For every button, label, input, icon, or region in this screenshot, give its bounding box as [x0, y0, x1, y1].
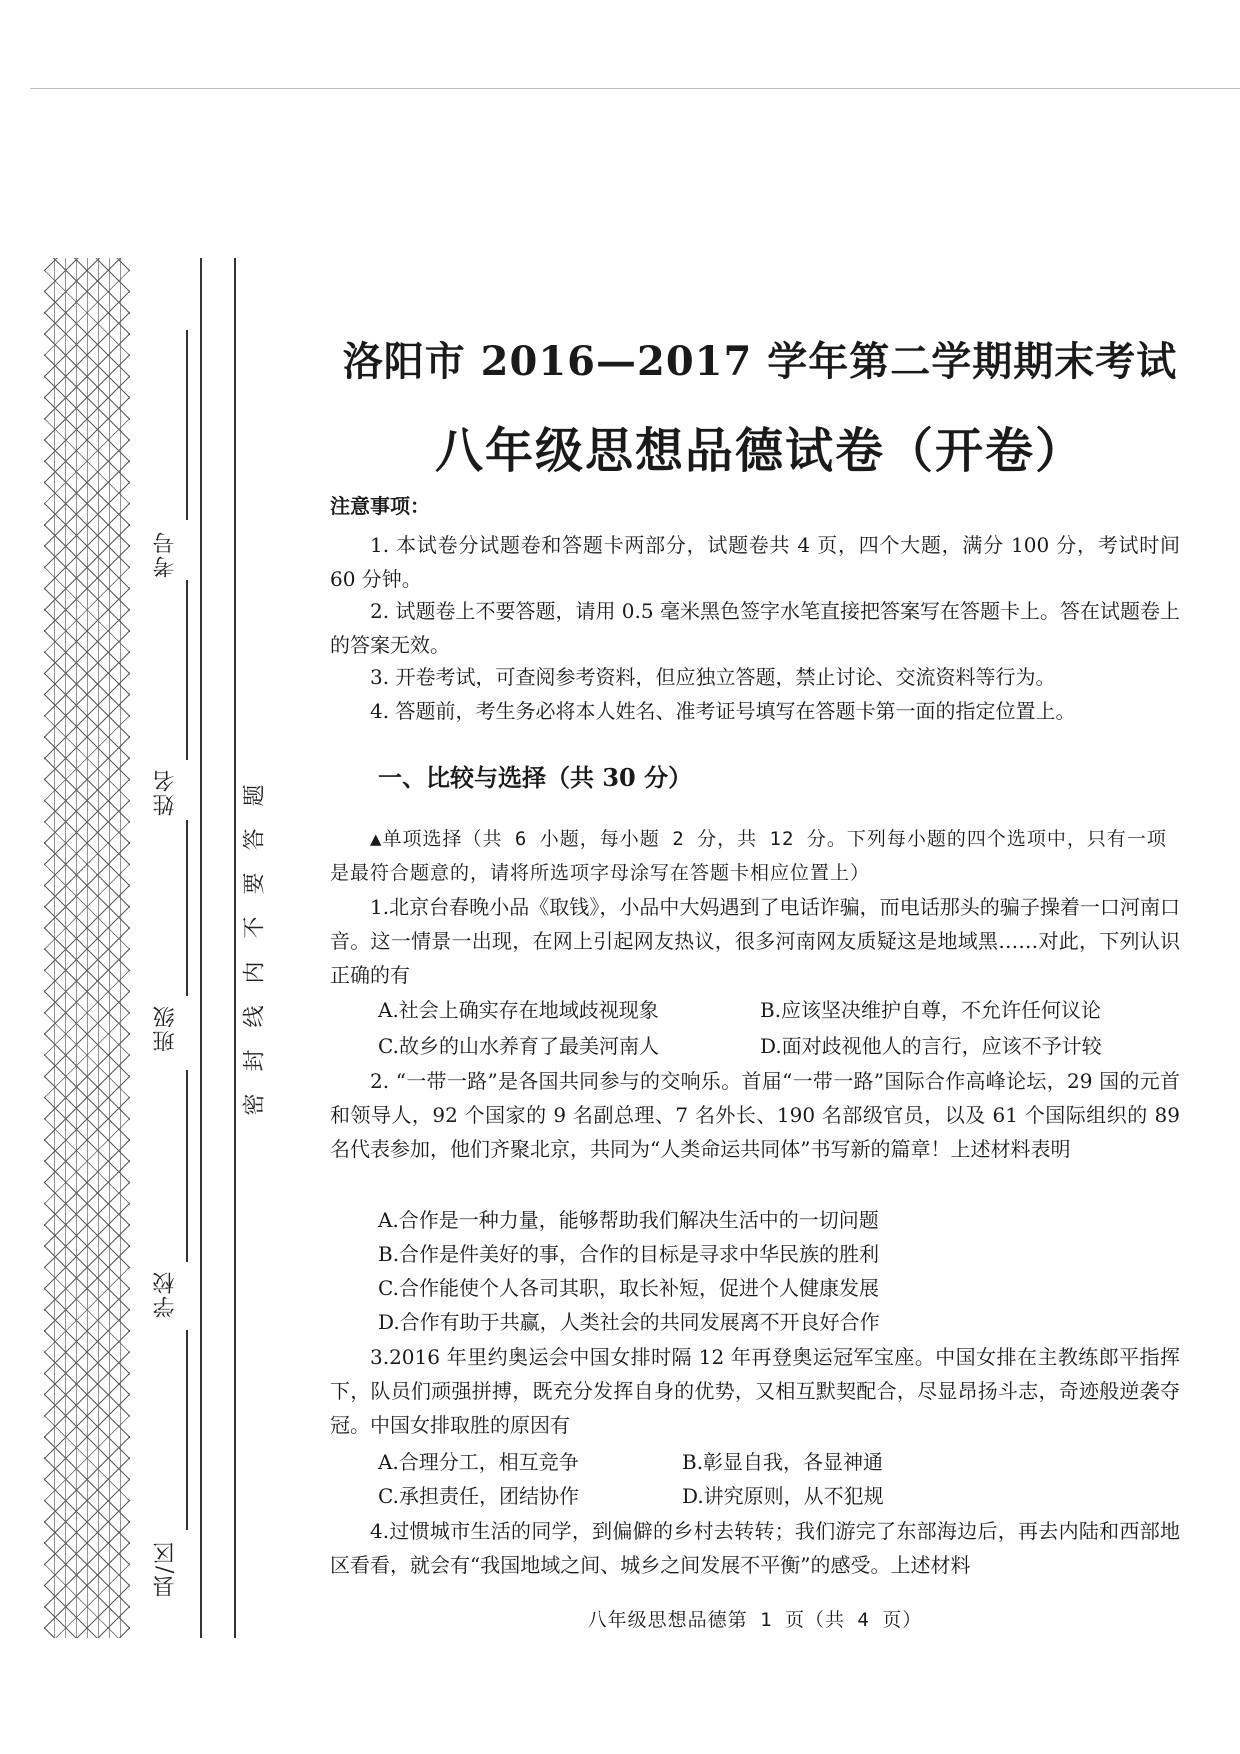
- seal-char: 不: [242, 916, 268, 939]
- seal-line-text: [238, 780, 268, 1120]
- class-label: 班级: [153, 1004, 178, 1052]
- question-3-option-a: A.合理分工，相互竞争: [378, 1450, 579, 1474]
- question-3-option-d: D.讲究原则，从不犯规: [682, 1484, 884, 1508]
- question-2-stem: 2. “一带一路”是各国共同参与的交响乐。首届“一带一路”国际合作高峰论坛，29 国的元首和领导人，92 个国家的 9 名副总理、7 名外长、190 名部级官员，以及 61 个国际组织的 89 名代表参加，他们齐聚北京，共同为“人类命运共同体”书写新的篇章！上述材料表明: [330, 1069, 1180, 1161]
- notice-item: 2. 试题卷上不要答题，请用 0.5 毫米黑色签字水笔直接把答案写在答题卡上。答在试题卷上的答案无效。: [330, 599, 1180, 657]
- page-footer: 八年级思想品德第 1 页（共 4 页）: [587, 1609, 923, 1631]
- class-blank: [186, 820, 188, 996]
- question-3-option-c: C.承担责任，团结协作: [378, 1484, 579, 1508]
- question-2-option-d: D.合作有助于共赢，人类社会的共同发展离不开良好合作: [378, 1310, 880, 1334]
- notice-item: 3. 开卷考试，可查阅参考资料，但应独立答题，禁止讨论、交流资料等行为。: [370, 665, 1056, 689]
- section-heading: 一、比较与选择（共 30 分）: [378, 763, 693, 792]
- seal-char: 密: [242, 1093, 268, 1116]
- question-1-stem: 1.北京台春晚小品《取钱》，小品中大妈遇到了电话诈骗，而电话那头的骗子操着一口河南口音。这一情景一出现，在网上引起网友热议，很多河南网友质疑这是地域黑……对此，下列认识正确的有: [330, 895, 1180, 987]
- school-label: 学校: [153, 1270, 178, 1318]
- exam-number-label: 考号: [153, 530, 178, 578]
- seal-char: 封: [242, 1049, 268, 1072]
- name-label: 姓名: [153, 768, 178, 816]
- question-1-option-d: D.面对歧视他人的言行，应该不予计较: [760, 1034, 1102, 1058]
- decorative-border-pattern: [44, 258, 130, 1638]
- question-2-option-b: B.合作是件美好的事，合作的目标是寻求中华民族的胜利: [378, 1242, 880, 1266]
- seal-char: 题: [242, 784, 268, 807]
- district-blank: [186, 1330, 188, 1530]
- notice-heading: 注意事项：: [330, 494, 430, 518]
- question-3-option-b: B.彰显自我，各显神通: [682, 1450, 884, 1474]
- notice-item: 4. 答题前，考生务必将本人姓名、准考证号填写在答题卡第一面的指定位置上。: [370, 699, 1076, 723]
- question-4-stem: 4.过惯城市生活的同学，到偏僻的乡村去转转；我们游完了东部海边后，再去内陆和西部地区看看，就会有“我国地域之间、城乡之间发展不平衡”的感受。上述材料: [330, 1519, 1180, 1577]
- top-rule: [30, 88, 1240, 89]
- seal-line: [234, 258, 236, 1638]
- question-2-option-c: C.合作能使个人各司其职，取长补短，促进个人健康发展: [378, 1276, 879, 1300]
- seal-char: 答: [242, 828, 268, 851]
- district-label: 县/区: [153, 1540, 178, 1598]
- question-3-stem: 3.2016 年里约奥运会中国女排时隔 12 年再登奥运冠军宝座。中国女排在主教练郎平指挥下，队员们顽强拼搏，既充分发挥自身的优势，又相互默契配合，尽显昂扬斗志，奇迹般逆袭夺冠。中国女排取胜的原因有: [330, 1345, 1180, 1437]
- question-2-option-a: A.合作是一种力量，能够帮助我们解决生活中的一切问题: [378, 1208, 879, 1232]
- question-1-option-b: B.应该坚决维护自尊，不允许任何议论: [760, 998, 1102, 1022]
- binding-line: [200, 258, 202, 1638]
- school-blank: [186, 1070, 188, 1262]
- exam-title: 洛阳市 2016—2017 学年第二学期期末考试: [342, 338, 1178, 385]
- section-instruction: ▲单项选择（共 6 小题，每小题 2 分，共 12 分。下列每小题的四个选项中，只有一项是最符合题意的，请将所选项字母涂写在答题卡相应位置上）: [330, 828, 1167, 884]
- exam-number-blank: [186, 330, 188, 520]
- seal-char: 线: [242, 1005, 268, 1028]
- name-blank: [186, 580, 188, 760]
- notice-item: 1. 本试卷分试题卷和答题卡两部分，试题卷共 4 页，四个大题，满分 100 分，考试时间 60 分钟。: [330, 533, 1180, 591]
- seal-char: 内: [242, 961, 268, 984]
- seal-char: 要: [242, 872, 268, 895]
- paper-subtitle: 八年级思想品德试卷（开卷）: [434, 423, 1085, 479]
- question-1-option-a: A.社会上确实存在地域歧视现象: [378, 998, 659, 1022]
- question-1-option-c: C.故乡的山水养育了最美河南人: [378, 1034, 659, 1058]
